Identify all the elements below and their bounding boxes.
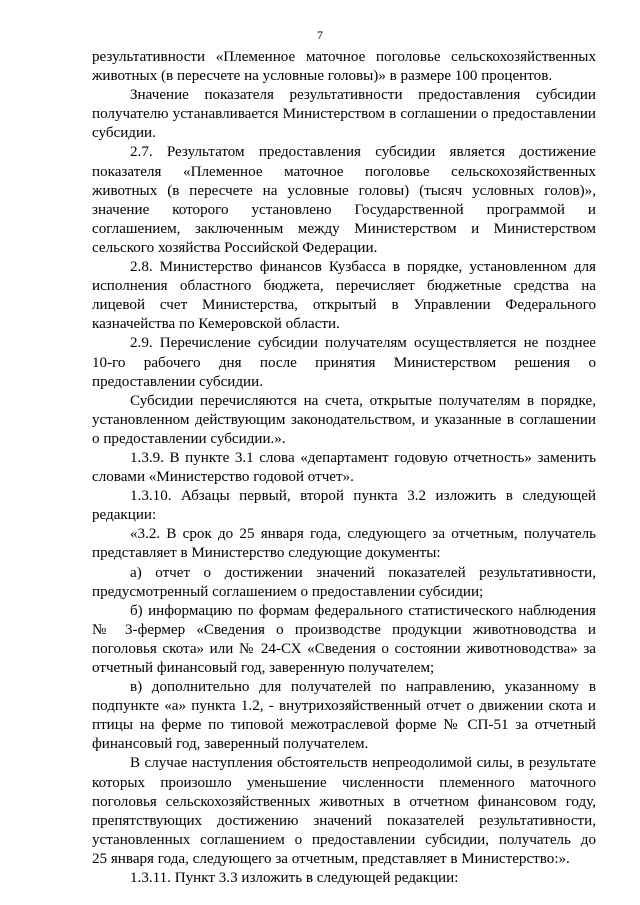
text-line: 10-го рабочего дня после принятия Министерством решения о [92,354,596,371]
text-line: подпункте «а» пункта 1.2, - внутрихозяйственный отчет о движении скота и [92,698,596,715]
text-line: установленном действующим законодательством, и указанные в соглашении [92,411,596,428]
text-line: поголовья скота» или № 24-СХ «Сведения о состоянии животноводства» за [92,640,596,657]
text-line: установленных соглашением о предоставлении субсидии, получатель до [92,831,596,848]
paragraph-item-a [92,564,596,602]
paragraph-1-3-9 [92,449,596,487]
text-line: препятствующих достижению значений показателей результативности, [92,812,596,829]
text-line: редакции: [92,507,157,524]
text-line: получателю устанавливается Министерством в соглашении о предоставлении [92,106,596,123]
text-line: предоставлении субсидии. [92,373,263,390]
text-line: лицевой счет Министерства, открытый в Управлении Федерального [92,297,596,314]
text-line: соглашением, заключенным между Министерством и Министерством [92,220,596,237]
text-line: 1.3.11. Пункт 3.3 изложить в следующей редакции: [130,870,459,887]
text-line: результативности «Племенное маточное поголовье сельскохозяйственных [92,49,596,65]
text-line: финансовый год, заверенный получателем. [92,736,369,753]
text-line: значение которого установлено Государственной программой и [92,201,596,218]
text-line: Значение показателя результативности предоставления субсидии [130,87,596,104]
text-line: В случае наступления обстоятельств непреодолимой силы, в результате [130,755,596,772]
text-line: животных (в пересчете на условные головы) (тысяч условных голов)», [92,182,596,199]
paragraph-1-3-10 [92,487,596,525]
text-line: показателя «Племенное маточное поголовье сельскохозяйственных [92,163,596,180]
text-line: в) дополнительно для получателей по направлению, указанному в [130,679,596,696]
paragraph-5 [92,392,596,449]
text-line: предусмотренный соглашением о предоставлении субсидии; [92,583,484,600]
text-line: «3.2. В срок до 25 января года, следующего за отчетным, получатель [130,526,596,543]
text-line: словами «Министерство годовой отчет». [92,469,354,486]
text-line: 2.8. Министерство финансов Кузбасса в порядке, установленном для [130,259,596,276]
text-line: казначейства по Кемеровской области. [92,316,340,333]
paragraph-2-8 [92,258,596,334]
text-line: исполнения областного бюджета, перечисляет бюджетные средства на [92,278,596,295]
text-line: сельского хозяйства Российской Федерации. [92,239,378,256]
paragraph-1 [92,86,596,143]
text-line: птицы на ферме по типовой межотраслевой форме № СП-51 за отчетный [92,717,596,734]
paragraph-3-2 [92,525,596,563]
paragraph-force-majeure [92,754,596,869]
paragraph-2-9 [92,334,596,391]
text-line: а) отчет о достижении значений показателей результативности, [130,564,596,581]
text-line: животных (в пересчете на условные головы)» в размере 100 процентов. [92,68,553,85]
text-line: представляет в Министерство следующие документы: [92,545,441,562]
paragraph-item-v [92,678,596,754]
document-body [92,48,596,888]
paragraph-item-b [92,602,596,678]
text-line: 2.7. Результатом предоставления субсидии является достижение [130,144,596,161]
paragraph-2-7 [92,143,596,258]
text-line: 1.3.9. В пункте 3.1 слова «департамент годовую отчетность» заменить [130,449,596,466]
text-line: б) информацию по формам федерального статистического наблюдения [130,602,596,619]
paragraph-0 [92,48,596,86]
text-line: Субсидии перечисляются на счета, открытые получателям в порядке, [130,392,596,409]
text-line: № 3-фермер «Сведения о производстве продукции животноводства и [92,621,596,638]
page-number: 7 [317,28,323,42]
text-line: которых произошло уменьшение численности племенного маточного [92,774,596,791]
paragraph-1-3-11 [92,869,596,888]
text-line: 2.9. Перечисление субсидии получателям осуществляется не позднее [130,335,596,352]
text-line: поголовья сельскохозяйственных животных в отчетном финансовом году, [92,793,596,810]
text-line: 1.3.10. Абзацы первый, второй пункта 3.2 изложить в следующей [130,488,596,505]
text-line: о предоставлении субсидии.». [92,430,286,447]
text-line: субсидии. [92,125,156,142]
text-line: отчетный финансовый год, заверенную получателем; [92,660,435,676]
text-line: 25 января года, следующего за отчетным, представляет в Министерство:». [92,850,570,867]
